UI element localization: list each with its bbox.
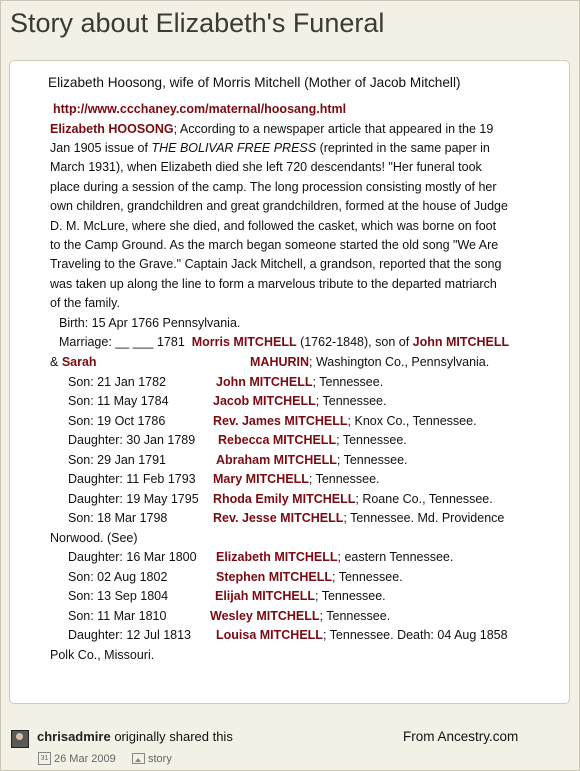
child-place: ; Tennessee. <box>336 433 407 447</box>
child-place: ; Tennessee. <box>312 375 384 389</box>
child-relation: Daughter: 11 Feb 1793 <box>68 472 196 486</box>
child-relation: Daughter: 12 Jul 1813 <box>68 628 192 642</box>
child-place: ; Tennessee. <box>315 394 387 408</box>
marriage-line-2b <box>250 354 489 370</box>
child-row <box>68 588 386 604</box>
para-line-3: March 1931), when Elizabeth died she left 720 descendants! "Her funeral took <box>50 160 482 174</box>
child-relation: Daughter: 16 Mar 1800 <box>68 550 197 564</box>
shared-text: originally shared this <box>110 729 233 744</box>
child-row-continuation: Norwood. (See) <box>50 531 138 545</box>
child-relation: Son: 29 Jan 1791 <box>68 453 166 467</box>
image-icon <box>132 753 145 764</box>
child-row <box>68 471 380 487</box>
child-place: ; Tennessee. <box>315 589 386 603</box>
para-line-6: D. M. McLure, where she died, and followed the casket, which was borne on foot <box>50 219 497 233</box>
para-line-10: of the family. <box>50 296 120 310</box>
child-place: ; Tennessee. <box>319 609 391 623</box>
para-line-5: own children, grandchildren and great grandchildren, formed at the house of Judge <box>50 199 508 213</box>
calendar-icon: 31 <box>38 752 51 765</box>
marriage-label: Marriage: __ ___ 1781 <box>59 335 185 349</box>
child-relation: Son: 11 Mar 1810 <box>68 609 167 623</box>
child-row <box>68 569 403 585</box>
child-name-link[interactable]: Rhoda Emily MITCHELL <box>213 492 356 506</box>
child-place: ; Tennessee. <box>331 570 403 584</box>
child-row <box>68 374 384 390</box>
child-place: ; Tennessee. <box>336 453 408 467</box>
child-place: ; Tennessee. Md. Providence <box>343 511 505 525</box>
para-line-2 <box>50 140 490 156</box>
marriage-text: & <box>50 355 62 369</box>
story-card <box>9 60 570 704</box>
user-avatar[interactable] <box>11 730 29 748</box>
child-row-continuation: Polk Co., Missouri. <box>50 648 155 662</box>
marriage-place: ; Washington Co., Pennsylvania. <box>309 355 490 369</box>
birth-line: Birth: 15 Apr 1766 Pennsylvania. <box>59 316 241 330</box>
marriage-line-2 <box>50 354 97 370</box>
shared-by <box>37 729 233 744</box>
child-place: ; Tennessee. Death: 04 Aug 1858 <box>322 628 508 642</box>
child-name-link[interactable]: Rev. James MITCHELL <box>213 414 348 428</box>
marriage-text: (1762-1848), son of <box>296 335 413 349</box>
child-name-link[interactable]: Mary MITCHELL <box>213 472 309 486</box>
user-link[interactable]: chrisadmire <box>37 729 111 744</box>
marriage-line <box>59 334 509 350</box>
child-relation: Daughter: 30 Jan 1789 <box>68 433 196 447</box>
category-link[interactable]: story <box>148 753 172 765</box>
child-name-link[interactable]: Rebecca MITCHELL <box>218 433 337 447</box>
para-line-4: place during a session of the camp. The long procession consisting mostly of her <box>50 180 497 194</box>
child-relation: Son: 11 May 1784 <box>68 394 169 408</box>
child-relation: Son: 21 Jan 1782 <box>68 375 166 389</box>
child-name-link[interactable]: Jacob MITCHELL <box>213 394 316 408</box>
person-link-elizabeth-hoosong[interactable]: Elizabeth HOOSONG <box>50 122 174 136</box>
para-line-1 <box>50 121 493 137</box>
para-line-8: Traveling to the Grave." Captain Jack Mitchell, a grandson, reported that the song <box>50 257 502 271</box>
child-name-link[interactable]: Abraham MITCHELL <box>216 453 337 467</box>
child-name-link[interactable]: Louisa MITCHELL <box>216 628 323 642</box>
source-label: From Ancestry.com <box>403 729 519 744</box>
child-name-link[interactable]: Stephen MITCHELL <box>216 570 332 584</box>
child-place: ; Knox Co., Tennessee. <box>347 414 477 428</box>
child-place: ; Roane Co., Tennessee. <box>355 492 493 506</box>
para-text: (reprinted in the same paper in <box>316 141 490 155</box>
child-row <box>68 627 508 643</box>
child-relation: Son: 18 Mar 1798 <box>68 511 168 525</box>
child-place: ; Tennessee. <box>308 472 380 486</box>
child-relation: Son: 02 Aug 1802 <box>68 570 168 584</box>
person-link-morris-mitchell[interactable]: Morris MITCHELL <box>191 335 297 349</box>
source-link-text[interactable]: http://www.ccchaney.com/maternal/hoosang.html <box>53 102 347 116</box>
child-relation: Son: 19 Oct 1786 <box>68 414 166 428</box>
para-text: Jan 1905 issue of <box>50 141 152 155</box>
child-row <box>68 452 408 468</box>
child-place: ; eastern Tennessee. <box>337 550 454 564</box>
child-name-link[interactable]: Wesley MITCHELL <box>210 609 320 623</box>
child-row <box>68 549 454 565</box>
child-name-link[interactable]: Elijah MITCHELL <box>215 589 315 603</box>
para-line-7: to the Camp Ground. As the march began someone started the old song "We Are <box>50 238 499 252</box>
story-date: 26 Mar 2009 <box>54 753 116 765</box>
person-link-sarah[interactable]: Sarah <box>61 355 97 369</box>
child-name-link[interactable]: Elizabeth MITCHELL <box>216 550 338 564</box>
person-link-john-mitchell-father[interactable]: John MITCHELL <box>412 335 510 349</box>
child-row <box>68 413 477 429</box>
child-relation: Daughter: 19 May 1795 <box>68 492 199 506</box>
child-row <box>68 432 407 448</box>
child-relation: Son: 13 Sep 1804 <box>68 589 169 603</box>
child-row <box>68 608 391 624</box>
child-name-link[interactable]: Rev. Jesse MITCHELL <box>213 511 344 525</box>
para-line-9: was taken up along the line to form a marvelous tribute to the departed matriarch <box>50 277 497 291</box>
child-row <box>68 510 505 526</box>
child-name-link[interactable]: John MITCHELL <box>216 375 313 389</box>
child-row <box>68 393 387 409</box>
source-link[interactable] <box>53 101 346 117</box>
story-heading: Elizabeth Hoosong, wife of Morris Mitchell (Mother of Jacob Mitchell) <box>48 75 461 90</box>
newspaper-title: THE BOLIVAR FREE PRESS <box>151 141 317 155</box>
page-title: Story about Elizabeth's Funeral <box>10 8 385 38</box>
child-row <box>68 491 493 507</box>
person-link-mahurin[interactable]: MAHURIN <box>250 355 310 369</box>
para-text: ; According to a newspaper article that appeared in the 19 <box>173 122 494 136</box>
